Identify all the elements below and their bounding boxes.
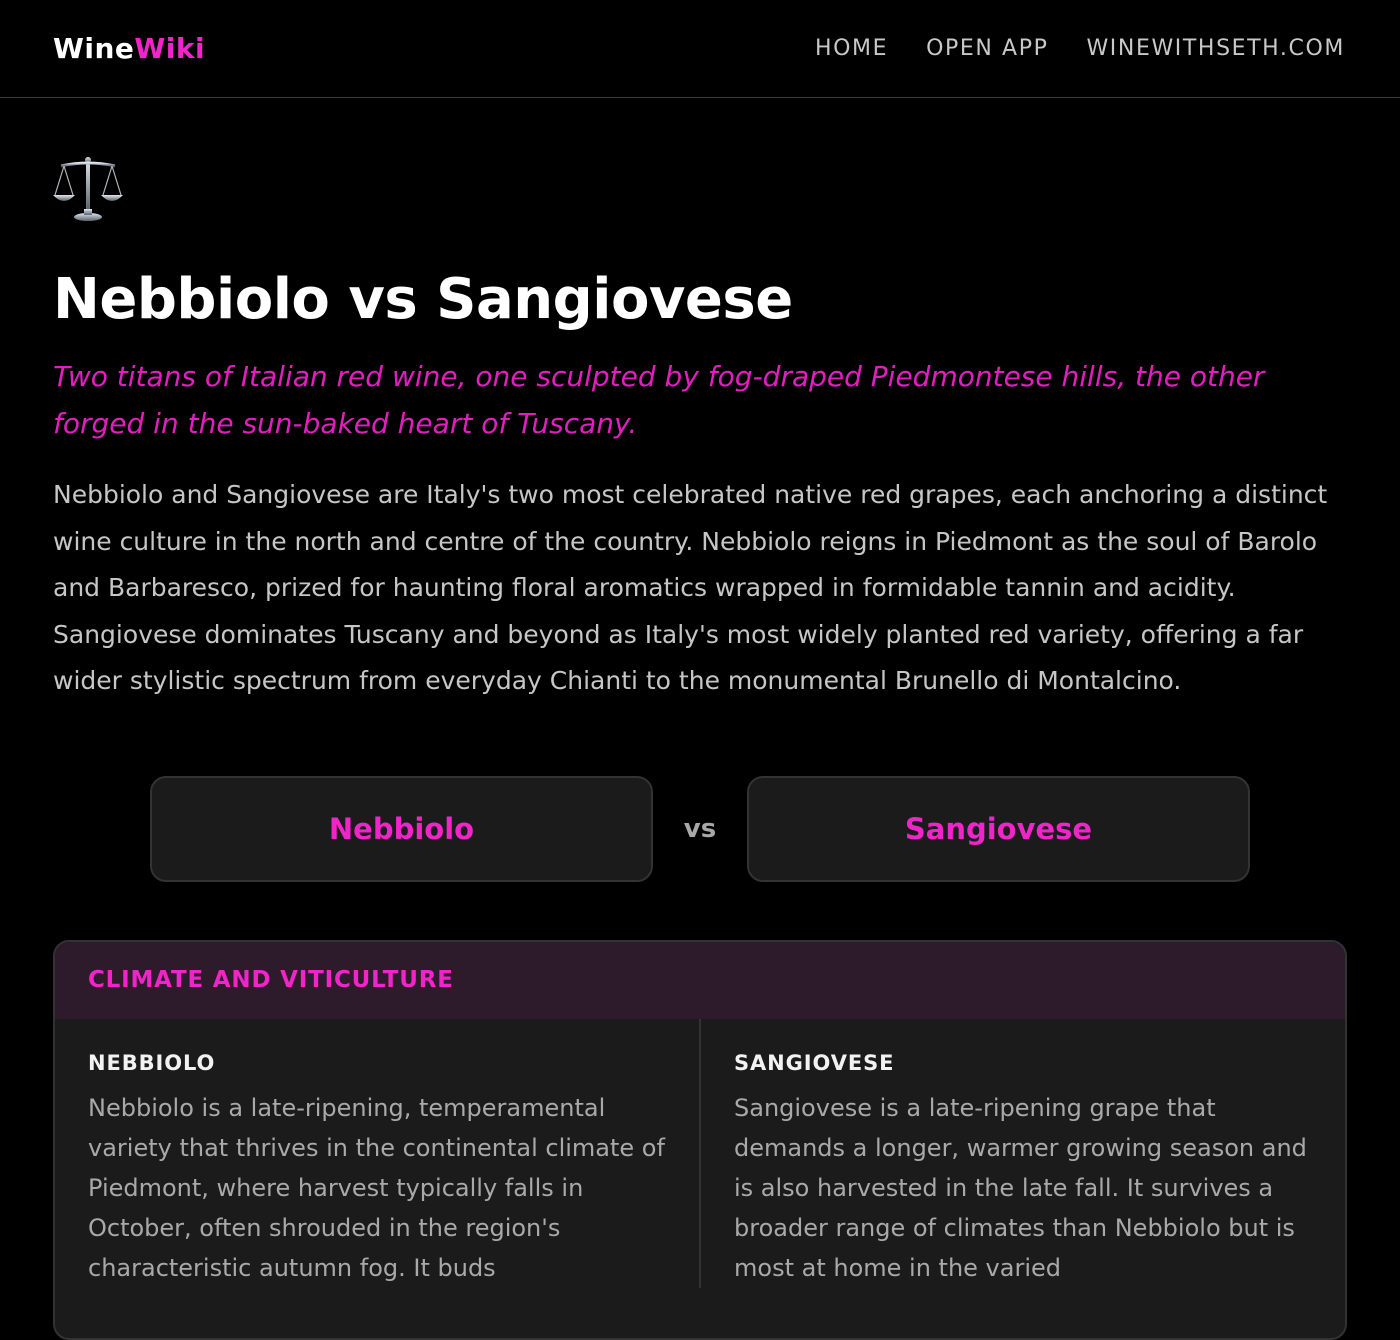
- comparison-columns: [55, 1019, 1345, 1288]
- brand-word-wiki: Wiki: [134, 32, 206, 65]
- column-text-nebbiolo: Nebbiolo is a late-ripening, temperamental variety that thrives in the continental climate of Piedmont, where harvest typically falls in October, often shrouded in the region's characteristic autumn fog. It buds: [88, 1093, 665, 1282]
- main-content: [0, 155, 1400, 1340]
- section-title: CLIMATE AND VITICULTURE: [55, 942, 1345, 1019]
- main-nav: [815, 36, 1345, 61]
- column-text-sangiovese: Sangiovese is a late-ripening grape that demands a longer, warmer growing season and is also harvested in the late fall. It survives a broader range of climates than Nebbiolo but is most at home in the varied: [734, 1093, 1307, 1282]
- brand-word-wine: Wine: [53, 32, 135, 65]
- versus-row: [53, 776, 1347, 882]
- column-heading-nebbiolo: NEBBIOLO: [88, 1050, 216, 1075]
- vs-label: vs: [683, 813, 717, 844]
- nav-link-open-app[interactable]: OPEN APP: [926, 36, 1049, 61]
- page-subtitle: Two titans of Italian red wine, one sculpted by fog-draped Piedmontese hills, the other forged in the sun-baked heart of Tuscany.: [53, 360, 1265, 440]
- column-heading-sangiovese: SANGIOVESE: [734, 1050, 895, 1075]
- grape-card-nebbiolo[interactable]: Nebbiolo: [150, 776, 653, 882]
- top-navigation-bar: [0, 0, 1400, 98]
- comparison-section-climate: [53, 940, 1347, 1340]
- nav-link-winewithseth[interactable]: WINEWITHSETH.COM: [1086, 36, 1345, 61]
- grape-card-sangiovese[interactable]: Sangiovese: [747, 776, 1250, 882]
- intro-paragraph: Nebbiolo and Sangiovese are Italy's two most celebrated native red grapes, each anchoring a distinct wine culture in the north and centre of the country. Nebbiolo reigns in Piedmont as the soul of Barolo and Barbaresco, prized for haunting floral aromatics wrapped in formidable tannin and acidity. Sangiovese dominates Tuscany and beyond as Italy's most widely planted red variety, offering a far wider stylistic spectrum from everyday Chianti to the monumental Brunello di Montalcino.: [53, 480, 1328, 695]
- column-nebbiolo: [55, 1019, 699, 1288]
- balance-scale-icon: [53, 155, 123, 225]
- brand-logo[interactable]: [53, 32, 205, 65]
- page-title: Nebbiolo vs Sangiovese: [53, 267, 793, 332]
- column-sangiovese: [699, 1019, 1345, 1288]
- nav-link-home[interactable]: HOME: [814, 36, 889, 61]
